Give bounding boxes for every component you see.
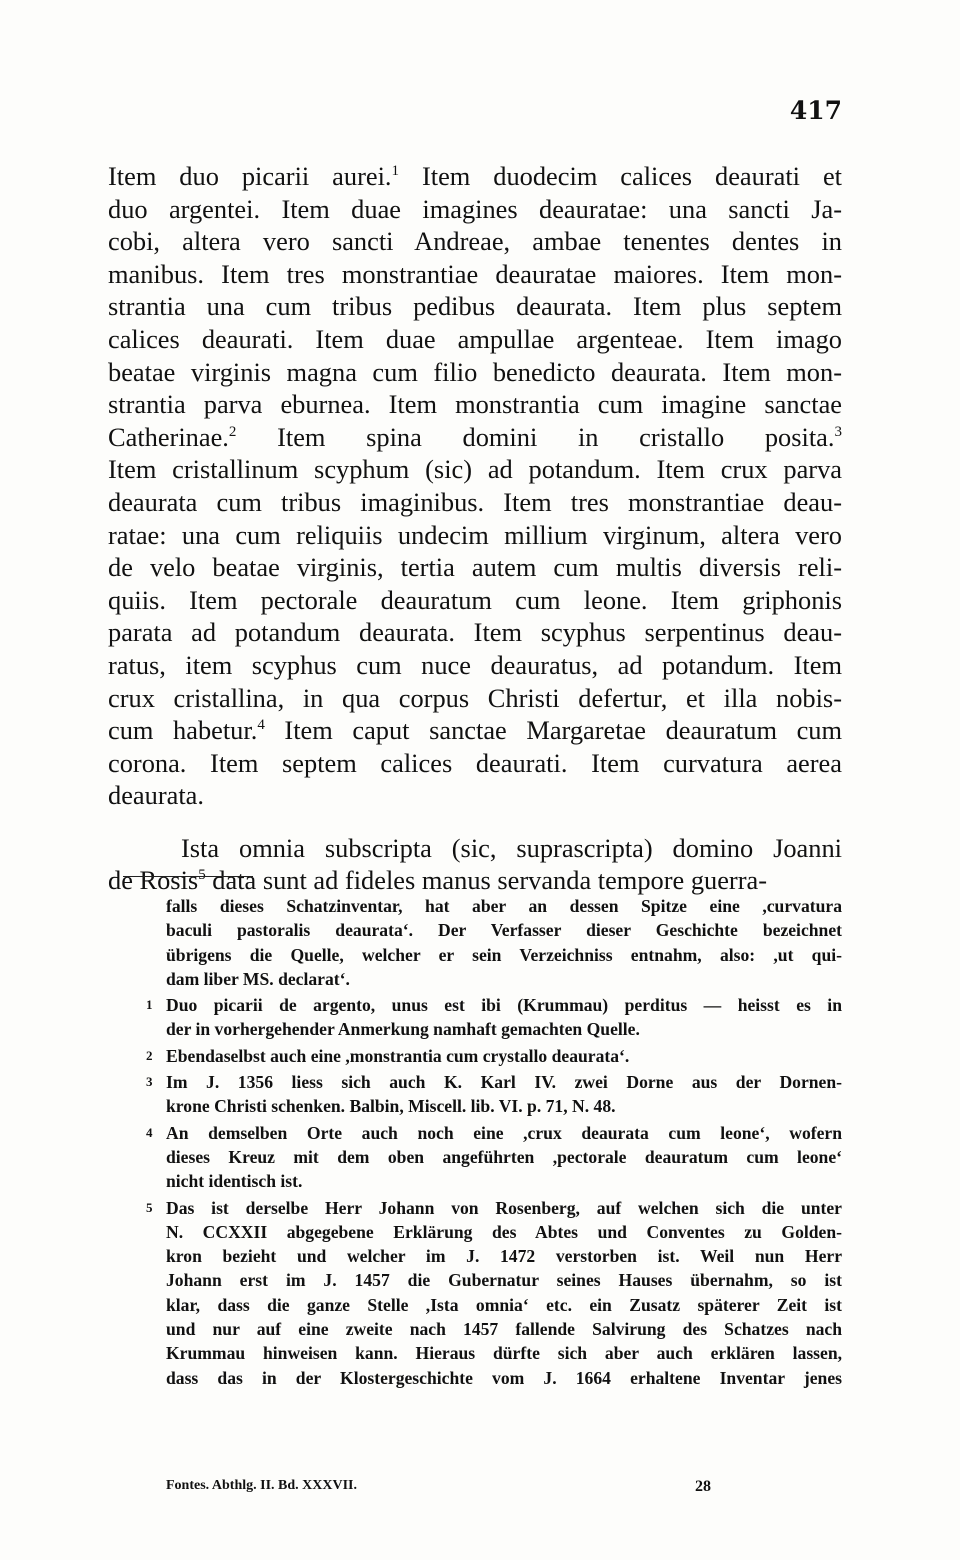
text-line	[108, 682, 842, 715]
footnote	[146, 1196, 842, 1390]
text-line	[108, 421, 842, 454]
text-line	[108, 356, 842, 389]
text-run: ratus, item scyphus cum nuce deauratus, ad potandum. Item	[108, 649, 842, 680]
paragraph-2	[108, 832, 842, 897]
text-line	[108, 832, 842, 865]
text-run: quiis. Item pectorale deauratum cum leone. Item griphonis	[108, 584, 842, 615]
footnote-line: kron bezieht und welcher im J. 1472 verstorben ist. Weil nun Herr	[166, 1246, 842, 1267]
footnote-line: Das ist derselbe Herr Johann von Rosenberg, auf welchen sich die unter	[166, 1197, 842, 1218]
text-line	[108, 323, 842, 356]
footnote-line: Johann erst im J. 1457 die Gubernatur seines Hauses übernahm, so ist	[166, 1270, 842, 1291]
footnote-line: klar, dass die ganze Stelle ,Ista omnia‘ etc. ein Zusatz späterer Zeit ist	[166, 1294, 842, 1315]
footnote-mark: 2	[146, 1047, 153, 1063]
text-line	[108, 290, 842, 323]
text-line	[108, 486, 842, 519]
text-line	[108, 258, 842, 291]
text-run: Item caput sanctae Margaretae deauratum cum	[264, 715, 843, 746]
text-run: Item cristallinum scyphum (sic) ad potandum. Item crux parva	[108, 454, 842, 485]
text-run: deaurata.	[108, 780, 204, 811]
page-number: 417	[789, 96, 842, 125]
sheet-signature: Fontes. Abthlg. II. Bd. XXXVII.	[166, 1478, 357, 1493]
footnote-line: und nur auf eine zweite nach 1457 fallende Salvirung des Schatzes nach	[166, 1319, 842, 1340]
footnote	[146, 1070, 842, 1119]
text-run: Catherinae.	[108, 421, 229, 452]
text-line	[108, 160, 842, 193]
text-run: Ista omnia subscripta (sic, suprascripta) domino Joanni	[181, 832, 842, 863]
footnote-line: dam liber MS. declarat‘.	[166, 968, 350, 989]
footnote-line: dieses Kreuz mit dem oben angeführten ,pectorale deauratum cum leone‘	[166, 1146, 842, 1167]
text-run: duo argentei. Item duae imagines deauratae: una sancti Ja-	[108, 193, 842, 224]
footnote-ref: 4	[257, 717, 265, 734]
footnote	[146, 1121, 842, 1194]
text-run: deaurata cum tribus imaginibus. Item tres monstrantiae deau-	[108, 486, 842, 517]
paragraph-1	[108, 160, 842, 812]
footnote-line: falls dieses Schatzinventar, hat aber an dessen Spitze eine ,curvatura	[166, 896, 842, 916]
text-line	[108, 519, 842, 552]
footnote	[146, 1044, 842, 1068]
footnote-line: N. CCXXII abgegebene Erklärung des Abtes und Conventes zu Golden-	[166, 1221, 842, 1242]
text-run: manibus. Item tres monstrantiae deauratae maiores. Item mon-	[108, 258, 842, 289]
footnote-line: Im J. 1356 liess sich auch K. Karl IV. zwei Dorne aus der Dornen-	[166, 1072, 842, 1093]
text-line	[108, 616, 842, 649]
text-run: Item duo picarii aurei.	[108, 161, 392, 191]
main-text	[108, 160, 842, 897]
text-run: ratae: una cum reliquiis undecim millium virginum, altera vero	[108, 519, 842, 550]
text-line	[108, 584, 842, 617]
text-run: beatae virginis magna cum filio benedicto deaurata. Item mon-	[108, 356, 842, 387]
text-line	[108, 649, 842, 682]
text-run: calices deaurati. Item duae ampullae argenteae. Item imago	[108, 323, 842, 354]
text-line	[108, 225, 842, 258]
text-run: strantia parva eburnea. Item monstrantia cum imagine sanctae	[108, 389, 842, 420]
footnote-ref: 1	[391, 163, 400, 180]
text-run: crux cristallina, in qua corpus Christi defertur, et illa nobis-	[108, 682, 842, 713]
text-line	[108, 779, 842, 812]
text-run: Item duodecim calices deaurati et	[399, 161, 842, 191]
footnote-mark: 3	[146, 1074, 153, 1090]
text-run: Item spina domini in cristallo posita.	[236, 421, 835, 452]
footnote-ref: 2	[228, 423, 237, 440]
footnote-line: baculi pastoralis deaurata‘. Der Verfasser dieser Geschichte bezeichnet	[166, 920, 842, 941]
footnote-line: nicht identisch ist.	[166, 1171, 303, 1192]
text-run: de velo beatae virginis, tertia autem cum multis diversis reli-	[108, 552, 842, 583]
text-line	[108, 747, 842, 780]
text-run: de Rosis	[108, 865, 199, 896]
footnote-ref: 5	[198, 867, 206, 884]
text-run: strantia una cum tribus pedibus deaurata. Item plus septem	[108, 291, 842, 322]
footnotes	[146, 892, 842, 1390]
sheet-number: 28	[695, 1478, 711, 1495]
text-line	[108, 453, 842, 486]
text-run: data sunt ad fideles manus servanda tempore guerra-	[205, 865, 768, 896]
footnote-line: übrigens die Quelle, welcher er sein Verzeichniss entnahm, also: ,ut qui-	[166, 944, 842, 965]
text-run: cum habetur.	[108, 715, 258, 746]
footnote-line: der in vorhergehender Anmerkung namhaft gemachten Quelle.	[166, 1019, 640, 1040]
footnote-line: krone Christi schenken. Balbin, Miscell. lib. VI. p. 71, N. 48.	[166, 1096, 616, 1117]
page-footer	[166, 1478, 711, 1496]
footnote	[166, 894, 842, 991]
footnote-line: An demselben Orte auch noch eine ,crux deaurata cum leone‘, wofern	[166, 1122, 842, 1143]
footnote	[146, 993, 842, 1042]
footnote-mark: 1	[146, 997, 153, 1013]
footnote-line: Ebendaselbst auch eine ,monstrantia cum crystallo deaurata‘.	[166, 1045, 630, 1066]
footnote-line: dass das in der Klostergeschichte vom J. 1664 erhaltene Inventar jenes	[166, 1367, 842, 1388]
footnote-separator	[123, 876, 253, 877]
text-line	[108, 551, 842, 584]
footnote-mark: 5	[146, 1199, 153, 1215]
text-line	[108, 714, 842, 747]
footnote-line: Krummau hinweisen kann. Hieraus dürfte sich aber auch erklären lassen,	[166, 1343, 842, 1364]
text-run: parata ad potandum deaurata. Item scyphus serpentinus deau-	[108, 617, 842, 648]
footnote-line: Duo picarii de argento, unus est ibi (Krummau) perditus — heisst es in	[166, 995, 842, 1016]
text-run: cobi, altera vero sancti Andreae, ambae tenentes dentes in	[108, 226, 842, 257]
text-run: corona. Item septem calices deaurati. Item curvatura aerea	[108, 747, 842, 778]
footnote-ref: 3	[834, 423, 842, 440]
footnote-mark: 4	[146, 1124, 153, 1140]
text-line	[108, 193, 842, 226]
text-line	[108, 388, 842, 421]
